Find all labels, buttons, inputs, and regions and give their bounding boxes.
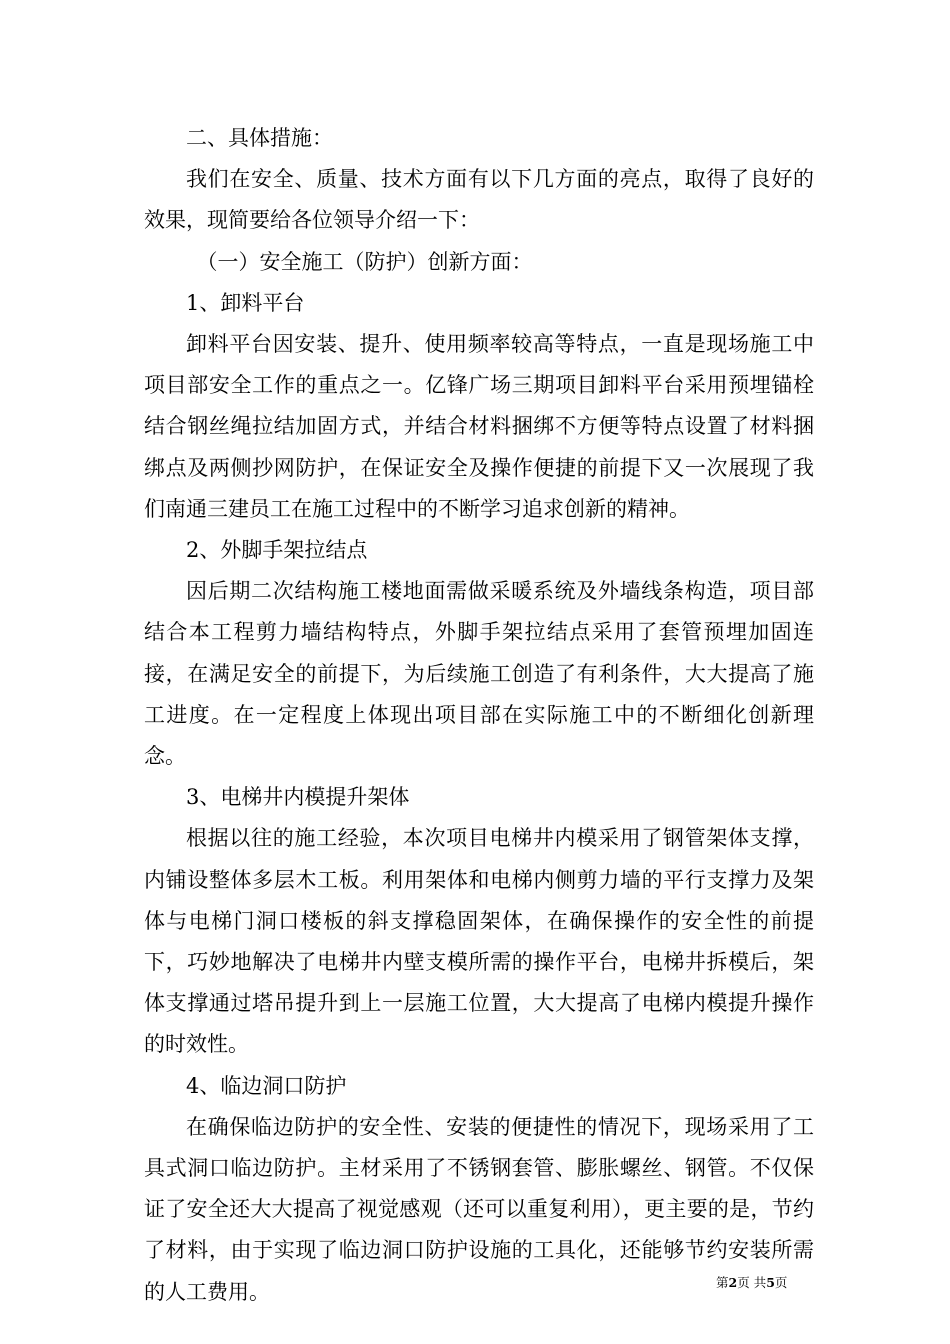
footer-prefix: 第 <box>716 1275 729 1290</box>
page-footer <box>716 1275 787 1291</box>
item-paragraph: 卸料平台因安装、提升、使用频率较高等特点，一直是现场施工中项目部安全工作的重点之一。亿锋广场三期项目卸料平台采用预埋锚栓结合钢丝绳拉结加固方式，并结合材料捆绑不方便等特点设置了材料捆绑点及两侧抄网防护，在保证安全及操作便捷的前提下又一次展现了我们南通三建员工在施工过程中的不断学习追求创新的精神。 <box>144 332 814 521</box>
intro-paragraph: 我们在安全、质量、技术方面有以下几方面的亮点，取得了良好的效果，现简要给各位领导介绍一下： <box>144 167 814 233</box>
footer-middle: 页 共 <box>737 1275 767 1290</box>
footer-suffix: 页 <box>774 1275 788 1290</box>
current-page-number: 2 <box>728 1275 738 1290</box>
item-title: 4、临边洞口防护 <box>186 1073 347 1098</box>
item-paragraph: 根据以往的施工经验，本次项目电梯井内模采用了钢管架体支撑，内铺设整体多层木工板。利用架体和电梯内侧剪力墙的平行支撑力及架体与电梯门洞口楼板的斜支撑稳固架体，在确保操作的安全性的前提下，巧妙地解决了电梯井内壁支模所需的操作平台，电梯井拆模后，架体支撑通过塔吊提升到上一层施工位置，大大提高了电梯内模提升操作的时效性。 <box>144 826 814 1057</box>
item-title: 3、电梯井内模提升架体 <box>186 785 410 810</box>
item-paragraph: 因后期二次结构施工楼地面需做采暖系统及外墙线条构造，项目部结合本工程剪力墙结构特点，外脚手架拉结点采用了套管预埋加固连接，在满足安全的前提下，为后续施工创造了有利条件，大大提高了施工进度。在一定程度上体现出项目部在实际施工中的不断细化创新理念。 <box>144 579 814 769</box>
subsection-heading: （一）安全施工（防护）创新方面： <box>196 249 533 274</box>
item-title: 1、卸料平台 <box>186 290 305 315</box>
section-heading: 二、具体措施： <box>186 126 333 150</box>
total-pages-number: 5 <box>766 1275 775 1290</box>
item-title: 2、外脚手架拉结点 <box>186 538 368 563</box>
document-body <box>144 118 814 1313</box>
item-paragraph: 在确保临边防护的安全性、安装的便捷性的情况下，现场采用了工具式洞口临边防护。主材采用了不锈钢套管、膨胀螺丝、钢管。不仅保证了安全还大大提高了视觉感观（还可以重复利用），更主要的是，节约了材料，由于实现了临边洞口防护设施的工具化，还能够节约安装所需的人工费用。 <box>144 1114 814 1304</box>
